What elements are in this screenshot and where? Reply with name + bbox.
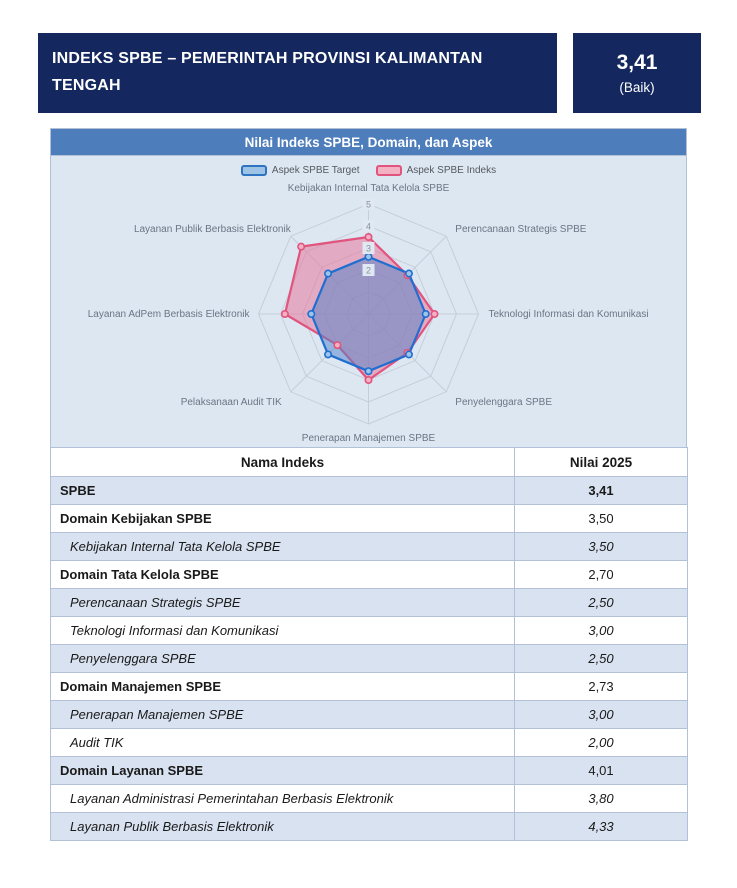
table-header-row xyxy=(51,448,688,477)
vertex-marker-indeks xyxy=(298,243,304,249)
row-name-cell: Audit TIK xyxy=(51,729,515,757)
vertex-marker-target xyxy=(365,368,371,374)
spbe-panel xyxy=(50,128,687,841)
row-value-cell: 3,50 xyxy=(515,505,688,533)
legend-label: Aspek SPBE Target xyxy=(271,165,360,176)
radar-chart xyxy=(51,156,686,446)
table-row xyxy=(51,757,688,785)
row-name-cell: Teknologi Informasi dan Komunikasi xyxy=(51,617,515,645)
axis-label: Penyelenggara SPBE xyxy=(455,396,553,408)
page-title: INDEKS SPBE – PEMERINTAH PROVINSI KALIMANTAN TENGAH xyxy=(52,50,483,94)
row-name-cell: Kebijakan Internal Tata Kelola SPBE xyxy=(51,533,515,561)
legend-item-target[interactable] xyxy=(241,165,360,176)
row-value-cell: 3,00 xyxy=(515,701,688,729)
vertex-marker-target xyxy=(325,351,331,357)
table-row xyxy=(51,589,688,617)
table-row xyxy=(51,561,688,589)
vertex-marker-indeks xyxy=(365,377,371,383)
table-row xyxy=(51,813,688,841)
table-row xyxy=(51,729,688,757)
axis-label: Pelaksanaan Audit TIK xyxy=(180,396,282,408)
axis-label: Kebijakan Internal Tata Kelola SPBE xyxy=(287,183,450,194)
vertex-marker-indeks xyxy=(365,234,371,240)
axis-label: Penerapan Manajemen SPBE xyxy=(301,433,436,444)
row-name-cell: Layanan Administrasi Pemerintahan Berbasis Elektronik xyxy=(51,785,515,813)
spbe-score-category: (Baik) xyxy=(619,80,655,95)
table-row xyxy=(51,505,688,533)
axis-label: Teknologi Informasi dan Komunikasi xyxy=(488,309,649,320)
vertex-marker-target xyxy=(423,311,429,317)
table-row xyxy=(51,645,688,673)
axis-label: Layanan AdPem Berbasis Elektronik xyxy=(87,309,250,320)
vertex-marker-target xyxy=(406,270,412,276)
chart-title: Nilai Indeks SPBE, Domain, dan Aspek xyxy=(50,128,687,155)
vertex-marker-target xyxy=(406,351,412,357)
table-row xyxy=(51,477,688,505)
vertex-marker-indeks xyxy=(282,311,288,317)
table-row xyxy=(51,701,688,729)
table-row xyxy=(51,533,688,561)
axis-label: Perencanaan Strategis SPBE xyxy=(455,224,587,236)
row-value-cell: 3,00 xyxy=(515,617,688,645)
row-name-cell: Layanan Publik Berbasis Elektronik xyxy=(51,813,515,841)
row-value-cell: 2,50 xyxy=(515,645,688,673)
vertex-marker-target xyxy=(308,311,314,317)
vertex-marker-indeks xyxy=(431,311,437,317)
index-table xyxy=(50,447,688,841)
row-name-cell: Domain Manajemen SPBE xyxy=(51,673,515,701)
table-row xyxy=(51,617,688,645)
vertex-marker-indeks xyxy=(334,342,340,348)
spbe-score-value: 3,41 xyxy=(616,51,658,74)
tick-label: 3 xyxy=(365,243,372,254)
row-value-cell: 2,70 xyxy=(515,561,688,589)
row-name-cell: Domain Layanan SPBE xyxy=(51,757,515,785)
row-value-cell: 3,80 xyxy=(515,785,688,813)
row-value-cell: 2,00 xyxy=(515,729,688,757)
legend-swatch-icon xyxy=(241,165,267,176)
score-card xyxy=(573,33,701,113)
tick-label: 4 xyxy=(365,221,372,232)
row-value-cell: 3,50 xyxy=(515,533,688,561)
row-value-cell: 4,01 xyxy=(515,757,688,785)
row-name-cell: Domain Kebijakan SPBE xyxy=(51,505,515,533)
row-value-cell: 2,50 xyxy=(515,589,688,617)
row-value-cell: 3,41 xyxy=(515,477,688,505)
column-header-nilai-2025: Nilai 2025 xyxy=(515,448,688,477)
row-name-cell: SPBE xyxy=(51,477,515,505)
table-row xyxy=(51,785,688,813)
legend-item-indeks[interactable] xyxy=(376,165,497,176)
report-title-bar xyxy=(38,33,557,113)
legend-swatch-icon xyxy=(376,165,402,176)
row-name-cell: Domain Tata Kelola SPBE xyxy=(51,561,515,589)
vertex-marker-target xyxy=(365,254,371,260)
row-value-cell: 4,33 xyxy=(515,813,688,841)
column-header-nama-indeks: Nama Indeks xyxy=(51,448,515,477)
row-value-cell: 2,73 xyxy=(515,673,688,701)
vertex-marker-target xyxy=(325,270,331,276)
legend-label: Aspek SPBE Indeks xyxy=(406,165,497,176)
tick-label: 2 xyxy=(365,265,372,276)
table-row xyxy=(51,673,688,701)
row-name-cell: Perencanaan Strategis SPBE xyxy=(51,589,515,617)
chart-legend xyxy=(51,165,686,176)
row-name-cell: Penerapan Manajemen SPBE xyxy=(51,701,515,729)
axis-label: Layanan Publik Berbasis Elektronik xyxy=(133,224,291,236)
tick-label: 5 xyxy=(365,199,372,210)
radar-chart-area xyxy=(50,155,687,447)
row-name-cell: Penyelenggara SPBE xyxy=(51,645,515,673)
